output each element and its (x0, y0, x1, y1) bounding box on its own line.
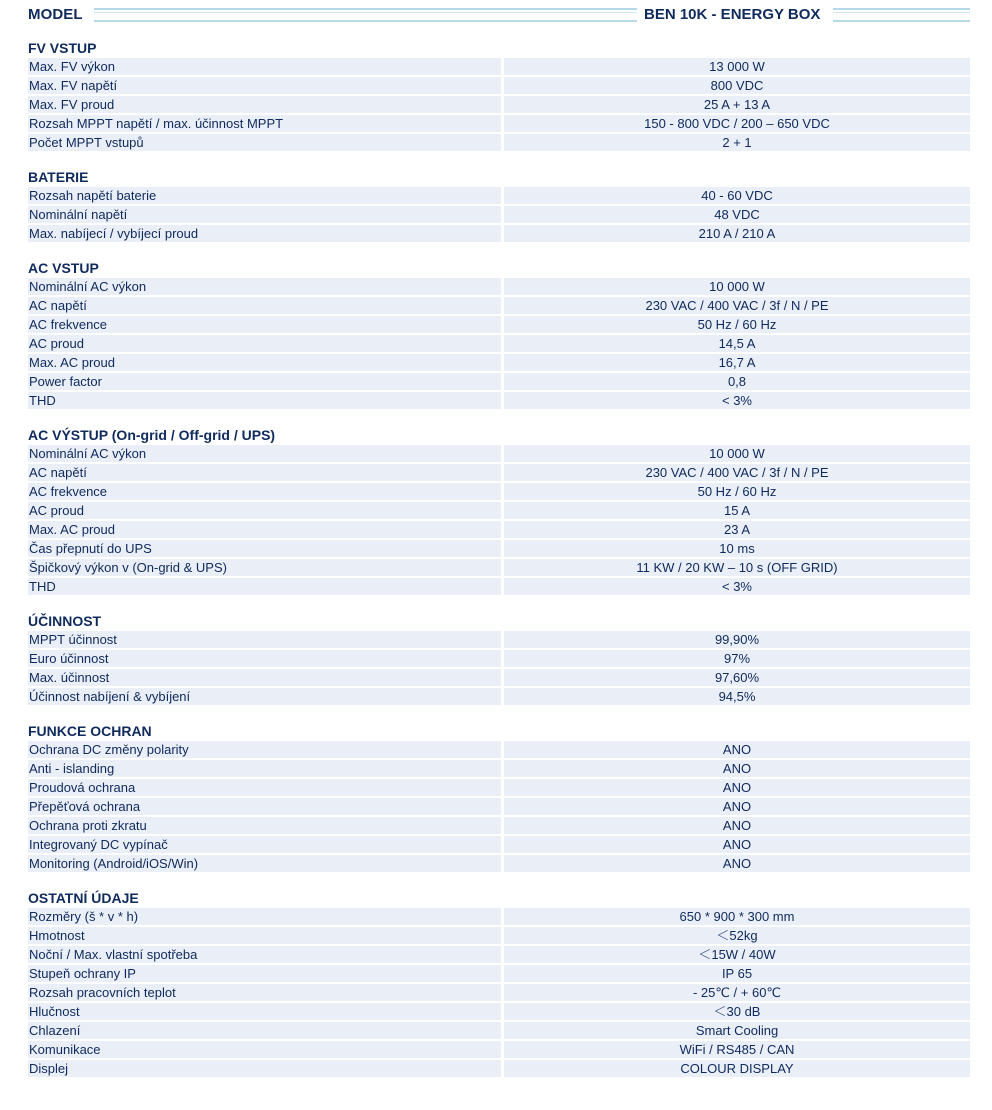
spec-label: Rozsah pracovních teplot (28, 984, 501, 1001)
spec-value: 14,5 A (504, 335, 970, 352)
spec-row (28, 187, 970, 206)
spec-value: 13 000 W (504, 58, 970, 75)
spec-row (28, 354, 970, 373)
spec-label: Nominální napětí (28, 206, 501, 223)
spec-row (28, 1041, 970, 1060)
section-gap (28, 244, 970, 252)
spec-row (28, 1060, 970, 1079)
spec-label: Max. FV výkon (28, 58, 501, 75)
spec-row (28, 855, 970, 874)
spec-label: Max. AC proud (28, 521, 501, 538)
spec-label: Špičkový výkon v (On-grid & UPS) (28, 559, 501, 576)
spec-value: ANO (504, 741, 970, 758)
section-title: FV VSTUP (28, 40, 97, 56)
spec-row (28, 650, 970, 669)
section-gap (28, 707, 970, 715)
header-rule-right (833, 8, 970, 22)
spec-label: MPPT účinnost (28, 631, 501, 648)
spec-label: Ochrana proti zkratu (28, 817, 501, 834)
spec-label: Max. FV napětí (28, 77, 501, 94)
spec-label: Chlazení (28, 1022, 501, 1039)
spec-row (28, 464, 970, 483)
spec-label: Čas přepnutí do UPS (28, 540, 501, 557)
spec-row (28, 134, 970, 153)
spec-value: 650 * 900 * 300 mm (504, 908, 970, 925)
spec-label: Integrovaný DC vypínač (28, 836, 501, 853)
spec-label: Nominální AC výkon (28, 278, 501, 295)
spec-section (28, 715, 970, 882)
section-gap (28, 411, 970, 419)
spec-row (28, 521, 970, 540)
spec-label: Max. nabíjecí / vybíjecí proud (28, 225, 501, 242)
spec-row (28, 688, 970, 707)
spec-row (28, 578, 970, 597)
spec-row (28, 908, 970, 927)
spec-value: IP 65 (504, 965, 970, 982)
spec-label: Max. AC proud (28, 354, 501, 371)
spec-row (28, 836, 970, 855)
spec-section (28, 161, 970, 252)
spec-sheet (28, 0, 970, 1079)
spec-label: Hmotnost (28, 927, 501, 944)
spec-label: THD (28, 578, 501, 595)
spec-row (28, 817, 970, 836)
spec-label: Monitoring (Android/iOS/Win) (28, 855, 501, 872)
spec-value: 11 KW / 20 KW – 10 s (OFF GRID) (504, 559, 970, 576)
spec-section (28, 605, 970, 715)
spec-value: 15 A (504, 502, 970, 519)
spec-value: 48 VDC (504, 206, 970, 223)
spec-label: AC napětí (28, 464, 501, 481)
section-gap (28, 874, 970, 882)
spec-value: 23 A (504, 521, 970, 538)
spec-value: 2 + 1 (504, 134, 970, 151)
spec-label: Noční / Max. vlastní spotřeba (28, 946, 501, 963)
spec-label: AC proud (28, 502, 501, 519)
spec-value: 16,7 A (504, 354, 970, 371)
spec-label: Proudová ochrana (28, 779, 501, 796)
spec-row (28, 927, 970, 946)
spec-value: 10 000 W (504, 445, 970, 462)
spec-label: AC proud (28, 335, 501, 352)
spec-row (28, 669, 970, 688)
spec-label: Nominální AC výkon (28, 445, 501, 462)
spec-label: AC frekvence (28, 483, 501, 500)
spec-value: 10 ms (504, 540, 970, 557)
spec-row (28, 760, 970, 779)
spec-label: Ochrana DC změny polarity (28, 741, 501, 758)
section-title: FUNKCE OCHRAN (28, 723, 152, 739)
spec-row (28, 58, 970, 77)
spec-row (28, 225, 970, 244)
spec-label: Komunikace (28, 1041, 501, 1058)
spec-value: < 3% (504, 392, 970, 409)
spec-label: Max. FV proud (28, 96, 501, 113)
spec-label: Rozsah MPPT napětí / max. účinnost MPPT (28, 115, 501, 132)
spec-value: Smart Cooling (504, 1022, 970, 1039)
section-title: ÚČINNOST (28, 613, 102, 629)
spec-row (28, 77, 970, 96)
spec-value: ANO (504, 779, 970, 796)
spec-row (28, 445, 970, 464)
section-gap (28, 153, 970, 161)
spec-value: ANO (504, 817, 970, 834)
spec-row (28, 965, 970, 984)
spec-label: AC frekvence (28, 316, 501, 333)
spec-label: Stupeň ochrany IP (28, 965, 501, 982)
spec-value: 150 - 800 VDC / 200 – 650 VDC (504, 115, 970, 132)
spec-row (28, 946, 970, 965)
spec-row (28, 1022, 970, 1041)
spec-label: Rozsah napětí baterie (28, 187, 501, 204)
spec-value: ANO (504, 855, 970, 872)
spec-label: Počet MPPT vstupů (28, 134, 501, 151)
spec-row (28, 502, 970, 521)
spec-value: 230 VAC / 400 VAC / 3f / N / PE (504, 464, 970, 481)
spec-row (28, 540, 970, 559)
spec-value: ANO (504, 836, 970, 853)
section-title: BATERIE (28, 169, 89, 185)
spec-value: - 25℃ / + 60℃ (504, 984, 970, 1001)
spec-value: 50 Hz / 60 Hz (504, 483, 970, 500)
spec-label: Euro účinnost (28, 650, 501, 667)
spec-value: 800 VDC (504, 77, 970, 94)
spec-value: 97,60% (504, 669, 970, 686)
spec-row (28, 559, 970, 578)
spec-row (28, 96, 970, 115)
header-rule-left (94, 8, 637, 22)
spec-value: 94,5% (504, 688, 970, 705)
spec-label: Účinnost nabíjení & vybíjení (28, 688, 501, 705)
spec-row (28, 206, 970, 225)
spec-value: ＜30 dB (504, 1003, 970, 1020)
spec-section (28, 419, 970, 605)
spec-label: Hlučnost (28, 1003, 501, 1020)
spec-row (28, 335, 970, 354)
spec-value: 25 A + 13 A (504, 96, 970, 113)
spec-row (28, 373, 970, 392)
spec-label: Rozměry (š * v * h) (28, 908, 501, 925)
spec-label: Max. účinnost (28, 669, 501, 686)
spec-value: 50 Hz / 60 Hz (504, 316, 970, 333)
spec-value: 0,8 (504, 373, 970, 390)
model-label: MODEL (28, 6, 83, 23)
spec-value: ＜52kg (504, 927, 970, 944)
spec-value: ＜15W / 40W (504, 946, 970, 963)
spec-label: Power factor (28, 373, 501, 390)
spec-section (28, 32, 970, 161)
spec-value: COLOUR DISPLAY (504, 1060, 970, 1077)
spec-value: 40 - 60 VDC (504, 187, 970, 204)
spec-row (28, 779, 970, 798)
spec-value: ANO (504, 760, 970, 777)
spec-value: 10 000 W (504, 278, 970, 295)
product-name: BEN 10K - ENERGY BOX (644, 6, 821, 23)
spec-value: 99,90% (504, 631, 970, 648)
section-title: AC VSTUP (28, 260, 99, 276)
spec-row (28, 1003, 970, 1022)
section-gap (28, 597, 970, 605)
spec-label: THD (28, 392, 501, 409)
spec-value: WiFi / RS485 / CAN (504, 1041, 970, 1058)
section-title: OSTATNÍ ÚDAJE (28, 890, 139, 906)
spec-value: ANO (504, 798, 970, 815)
spec-sections (28, 32, 970, 1079)
spec-row (28, 984, 970, 1003)
spec-row (28, 483, 970, 502)
spec-row (28, 278, 970, 297)
spec-row (28, 741, 970, 760)
spec-row (28, 297, 970, 316)
spec-value: 97% (504, 650, 970, 667)
spec-label: Anti - islanding (28, 760, 501, 777)
spec-value: 230 VAC / 400 VAC / 3f / N / PE (504, 297, 970, 314)
spec-header (28, 0, 970, 32)
spec-value: < 3% (504, 578, 970, 595)
spec-label: Displej (28, 1060, 501, 1077)
spec-row (28, 631, 970, 650)
spec-row (28, 115, 970, 134)
spec-section (28, 882, 970, 1079)
spec-value: 210 A / 210 A (504, 225, 970, 242)
section-title: AC VÝSTUP (On-grid / Off-grid / UPS) (28, 427, 276, 443)
spec-row (28, 316, 970, 335)
spec-label: Přepěťová ochrana (28, 798, 501, 815)
spec-section (28, 252, 970, 419)
spec-label: AC napětí (28, 297, 501, 314)
spec-row (28, 392, 970, 411)
spec-row (28, 798, 970, 817)
